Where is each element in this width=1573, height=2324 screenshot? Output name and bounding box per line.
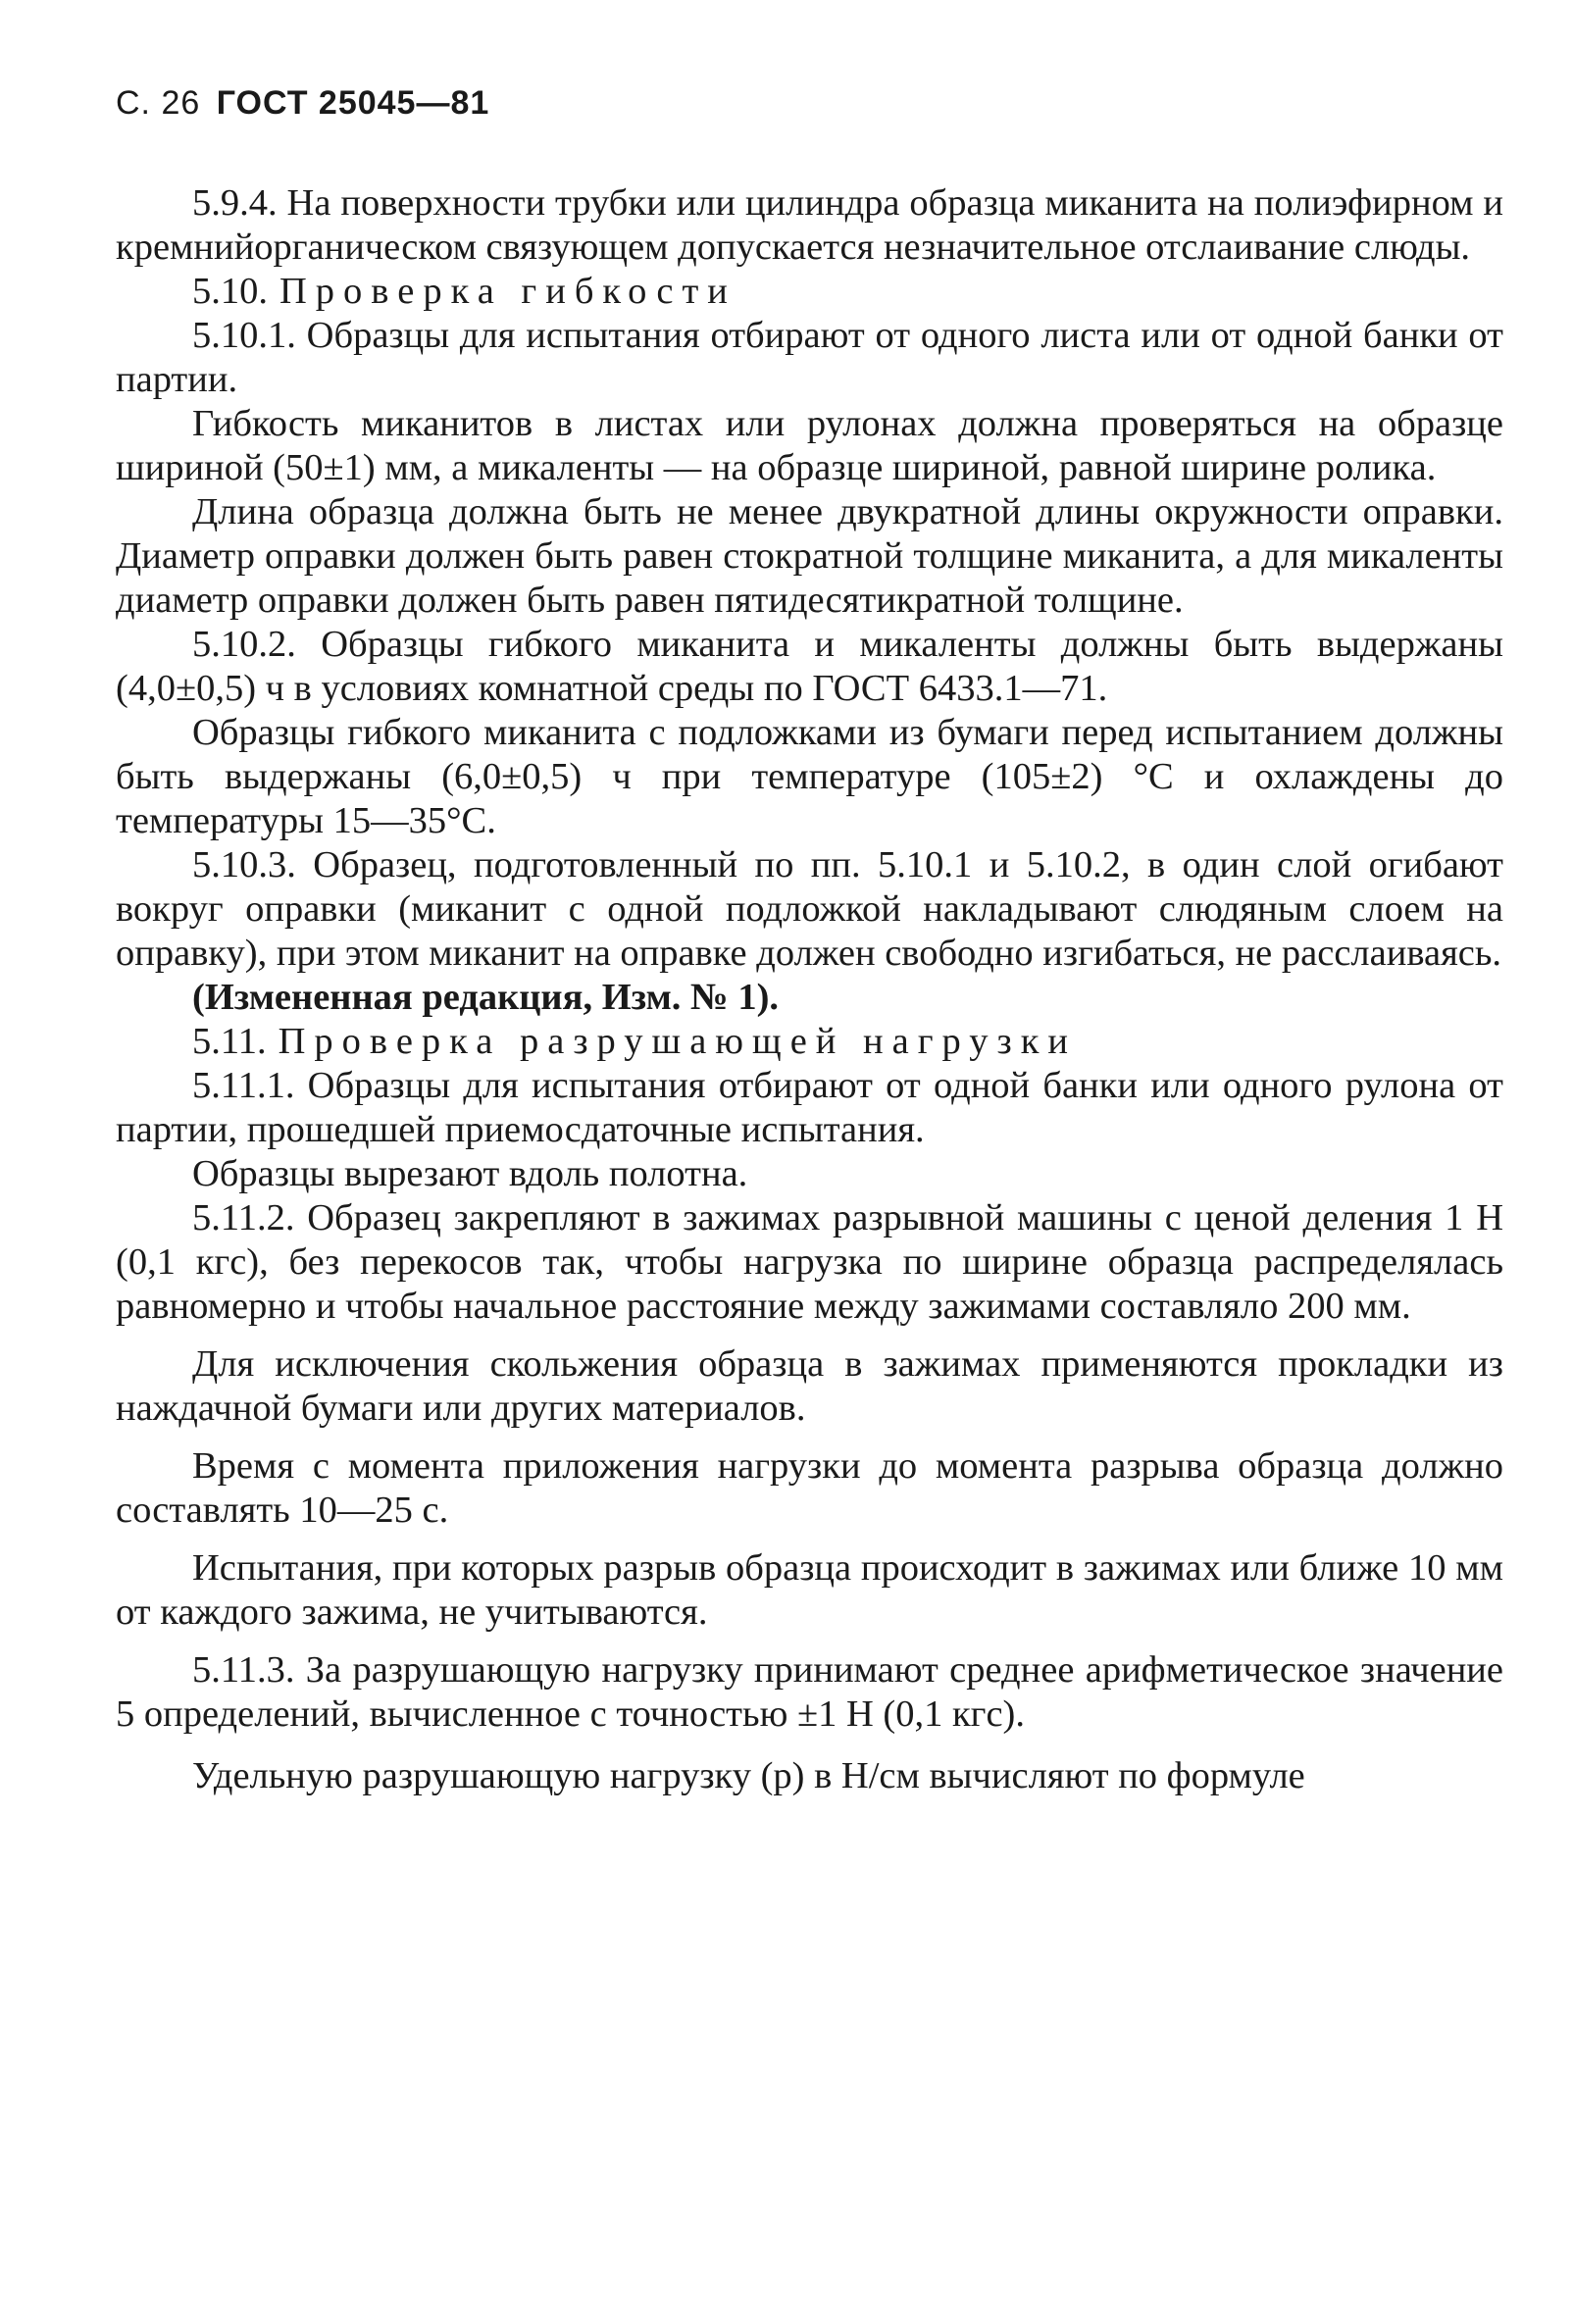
section-heading-5-11 xyxy=(116,1020,1503,1064)
standard-id: ГОСТ 25045—81 xyxy=(216,84,490,122)
paragraph-5-11-2: 5.11.2. Образец закрепляют в зажимах разрывной машины с ценой деления 1 Н (0,1 кгс), без перекосов так, чтобы нагрузка по ширине образца распределялась равномерно и чтобы начальное расстояние между зажимами составляло 200 мм. xyxy=(116,1197,1503,1327)
section-heading-5-10 xyxy=(116,270,1503,314)
paragraph-formula-intro: Удельную разрушающую нагрузку (p) в Н/см вычисляют по формуле xyxy=(192,1755,1305,1796)
section-number: 5.10. xyxy=(192,271,268,312)
paragraph-flex-width: Гибкость миканитов в листах или рулонах должна проверяться на образце шириной (50±1) мм, а микаленты — на образце шириной, равной ширине ролика. xyxy=(116,403,1503,488)
paragraph-5-10-2: 5.10.2. Образцы гибкого миканита и микаленты должны быть выдержаны (4,0±0,5) ч в условиях комнатной среды по ГОСТ 6433.1—71. xyxy=(116,624,1503,709)
paragraph-load-time: Время с момента приложения нагрузки до момента разрыва образца должно составлять 10—25 с. xyxy=(116,1445,1503,1531)
paragraph-5-11-1: 5.11.1. Образцы для испытания отбирают от одной банки или одного рулона от партии, прошедшей приемосдаточные испытания. xyxy=(116,1065,1503,1150)
page-number: С. 26 xyxy=(116,84,201,122)
paragraph-5-10-1: 5.10.1. Образцы для испытания отбирают от одного листа или от одной банки от партии. xyxy=(116,315,1503,400)
paragraph-5-10-3: 5.10.3. Образец, подготовленный по пп. 5.10.1 и 5.10.2, в один слой огибают вокруг оправки (миканит с одной подложкой накладывают слюдяным слоем на оправку), при этом миканит на оправке должен свободно изгибаться, не расслаиваясь. xyxy=(116,844,1503,974)
paragraph-5-11-3: 5.11.3. За разрушающую нагрузку принимают среднее арифметическое значение 5 определений, вычисленное с точностью ±1 Н (0,1 кгс). xyxy=(116,1649,1503,1735)
section-title: Проверка разрушающей нагрузки xyxy=(278,1021,1077,1062)
document-page xyxy=(116,84,1503,1798)
paragraph-5-9-4: 5.9.4. На поверхности трубки или цилиндра образца миканита на полиэфирном и кремнийорганическом связующем допускается незначительное отслаивание слюды. xyxy=(116,182,1503,268)
paragraph-sample-length: Длина образца должна быть не менее двукратной длины окружности оправки. Диаметр оправки должен быть равен стократной толщине миканита, а для микаленты диаметр оправки должен быть равен пятидесятикратной толщине. xyxy=(116,491,1503,621)
paragraph-cut-samples: Образцы вырезают вдоль полотна. xyxy=(192,1153,748,1194)
paragraph-slip-prevention: Для исключения скольжения образца в зажимах применяются прокладки из наждачной бумаги или других материалов. xyxy=(116,1343,1503,1429)
amendment-note: (Измененная редакция, Изм. № 1). xyxy=(192,977,780,1018)
paragraph-paper-substrate: Образцы гибкого миканита с подложками из бумаги перед испытанием должны быть выдержаны (6,0±0,5) ч при температуре (105±2) °С и охлаждены до температуры 15—35°С. xyxy=(116,712,1503,841)
section-number: 5.11. xyxy=(192,1021,267,1062)
paragraph-invalid-tests: Испытания, при которых разрыв образца происходит в зажимах или ближе 10 мм от каждого зажима, не учитываются. xyxy=(116,1547,1503,1633)
page-header xyxy=(116,84,1503,123)
section-title: Проверка гибкости xyxy=(279,271,736,312)
